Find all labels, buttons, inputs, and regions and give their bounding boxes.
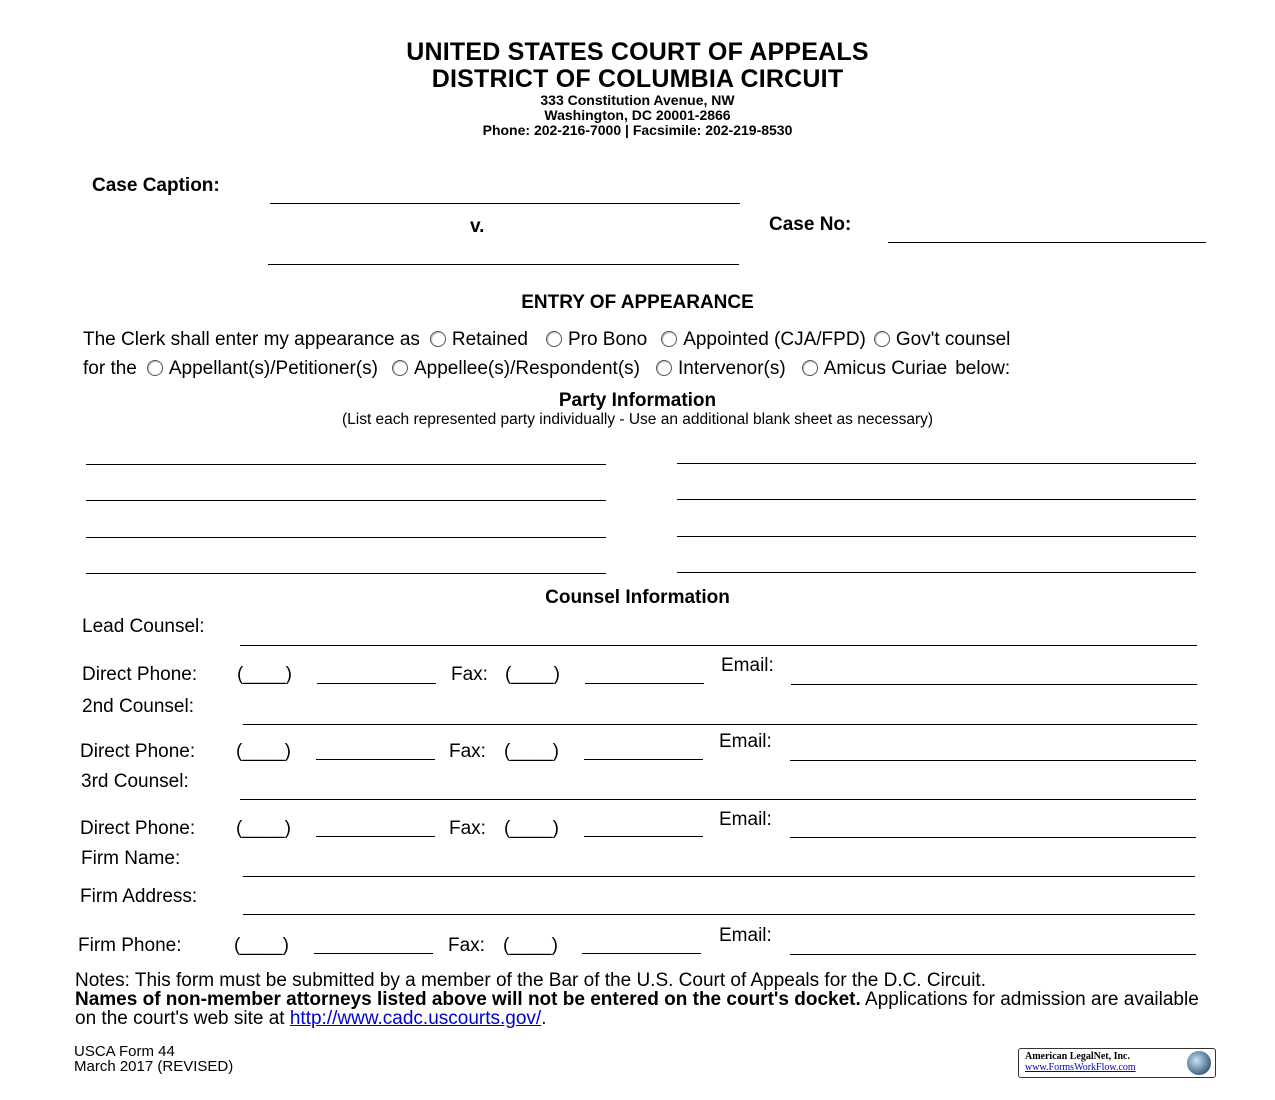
second-email-field[interactable] (790, 760, 1196, 761)
third-email-label: Email: (719, 809, 772, 830)
second-fax-area-code[interactable]: (____) (504, 741, 559, 762)
party-field-3[interactable] (86, 537, 606, 538)
radio-amicus[interactable] (802, 360, 818, 376)
firm-address-field[interactable] (243, 914, 1195, 915)
notes-end: . (541, 1008, 547, 1029)
party-field-5[interactable] (677, 463, 1196, 464)
radio-retained[interactable] (430, 331, 446, 347)
court-address-line2: Washington, DC 20001-2866 (544, 107, 731, 123)
third-fax-number-field[interactable] (584, 836, 703, 837)
second-counsel-field[interactable] (243, 724, 1197, 725)
lead-fax-area-code[interactable]: (____) (505, 664, 560, 685)
option-retained: Retained (451, 329, 528, 350)
firm-fax-area-code[interactable]: (____) (503, 935, 558, 956)
radio-appellee[interactable] (392, 360, 408, 376)
firm-phone-label: Firm Phone: (78, 935, 182, 956)
court-address-line1: 333 Constitution Avenue, NW (540, 92, 735, 108)
notes-block (75, 971, 1215, 1028)
logo-website[interactable]: www.FormsWorkFlow.com (1025, 1062, 1136, 1073)
lead-phone-number-field[interactable] (317, 683, 436, 684)
firm-phone-area-code[interactable]: (____) (234, 935, 289, 956)
party-field-4[interactable] (86, 573, 606, 574)
second-email-label: Email: (719, 731, 772, 752)
party-info-subtitle: (List each represented party individually - Use an additional blank sheet as necessary) (341, 411, 934, 428)
party-field-8[interactable] (677, 572, 1196, 573)
role-prefix: for the (83, 358, 137, 379)
versus-label: v. (470, 216, 485, 237)
party-field-2[interactable] (86, 500, 606, 501)
option-appellant: Appellant(s)/Petitioner(s) (168, 358, 378, 379)
firm-email-field[interactable] (790, 954, 1196, 955)
appearance-type-row (83, 329, 1010, 351)
radio-appellant[interactable] (147, 360, 163, 376)
firm-name-label: Firm Name: (81, 848, 181, 869)
option-amicus: Amicus Curiae (823, 358, 948, 379)
appearance-prefix: The Clerk shall enter my appearance as (83, 329, 420, 350)
third-fax-label: Fax: (449, 818, 486, 839)
lead-fax-number-field[interactable] (585, 683, 704, 684)
lead-counsel-label: Lead Counsel: (82, 616, 205, 637)
second-phone-area-code[interactable]: (____) (236, 741, 291, 762)
party-info-title: Party Information (558, 390, 717, 411)
notes-warning: Names of non-member attorneys listed above will not be entered on the court's docket. (75, 989, 861, 1010)
lead-direct-phone-label: Direct Phone: (82, 664, 198, 685)
option-intervenor: Intervenor(s) (677, 358, 786, 379)
party-field-6[interactable] (677, 499, 1196, 500)
globe-icon (1187, 1051, 1211, 1075)
third-fax-area-code[interactable]: (____) (504, 818, 559, 839)
court-website-link[interactable]: http://www.cadc.uscourts.gov/ (289, 1008, 542, 1029)
role-suffix: below: (955, 358, 1011, 379)
option-appellee: Appellee(s)/Respondent(s) (413, 358, 640, 379)
third-phone-area-code[interactable]: (____) (236, 818, 291, 839)
case-no-label: Case No: (769, 214, 852, 235)
radio-govt-counsel[interactable] (874, 331, 890, 347)
second-direct-phone-label: Direct Phone: (80, 741, 196, 762)
option-appointed: Appointed (CJA/FPD) (683, 329, 866, 350)
firm-phone-number-field[interactable] (314, 953, 433, 954)
party-field-1[interactable] (86, 464, 606, 465)
third-direct-phone-label: Direct Phone: (80, 818, 196, 839)
party-role-row (83, 358, 1010, 380)
lead-email-label: Email: (721, 655, 774, 676)
case-caption-label: Case Caption: (92, 175, 220, 196)
second-fax-label: Fax: (449, 741, 486, 762)
third-counsel-field[interactable] (240, 799, 1196, 800)
lead-fax-label: Fax: (451, 664, 488, 685)
firm-name-field[interactable] (243, 876, 1195, 877)
party-field-7[interactable] (677, 536, 1196, 537)
case-caption-party1-field[interactable] (270, 203, 740, 204)
lead-email-field[interactable] (791, 684, 1197, 685)
firm-address-label: Firm Address: (80, 886, 198, 907)
case-no-field[interactable] (888, 242, 1206, 243)
third-email-field[interactable] (790, 837, 1196, 838)
firm-email-label: Email: (719, 925, 772, 946)
second-counsel-label: 2nd Counsel: (82, 696, 194, 717)
notes-admission: Applications for admission are available on the court's web site at (75, 989, 1199, 1029)
second-fax-number-field[interactable] (584, 759, 703, 760)
logo-company-name: American LegalNet, Inc. (1025, 1051, 1130, 1062)
radio-pro-bono[interactable] (546, 331, 562, 347)
second-phone-number-field[interactable] (316, 759, 435, 760)
case-caption-party2-field[interactable] (268, 264, 739, 265)
radio-intervenor[interactable] (656, 360, 672, 376)
third-phone-number-field[interactable] (316, 836, 435, 837)
court-circuit: DISTRICT OF COLUMBIA CIRCUIT (431, 65, 844, 93)
court-contact: Phone: 202-216-7000 | Facsimile: 202-219-8530 (482, 122, 793, 138)
entry-title: ENTRY OF APPEARANCE (521, 292, 754, 313)
option-govt-counsel: Gov't counsel (895, 329, 1011, 350)
american-legalnet-logo (1018, 1048, 1216, 1078)
firm-fax-label: Fax: (448, 935, 485, 956)
court-name: UNITED STATES COURT OF APPEALS (406, 38, 869, 66)
lead-phone-area-code[interactable]: (____) (237, 664, 292, 685)
form-revision: March 2017 (REVISED) (74, 1058, 234, 1075)
third-counsel-label: 3rd Counsel: (81, 771, 189, 792)
notes-line1: Notes: This form must be submitted by a member of the Bar of the U.S. Court of Appeals for the D.C. Circuit. (75, 970, 986, 991)
firm-fax-number-field[interactable] (582, 953, 701, 954)
radio-appointed[interactable] (661, 331, 677, 347)
counsel-info-title: Counsel Information (545, 587, 730, 608)
form-id: USCA Form 44 (74, 1043, 175, 1060)
option-pro-bono: Pro Bono (567, 329, 648, 350)
lead-counsel-field[interactable] (240, 645, 1197, 646)
